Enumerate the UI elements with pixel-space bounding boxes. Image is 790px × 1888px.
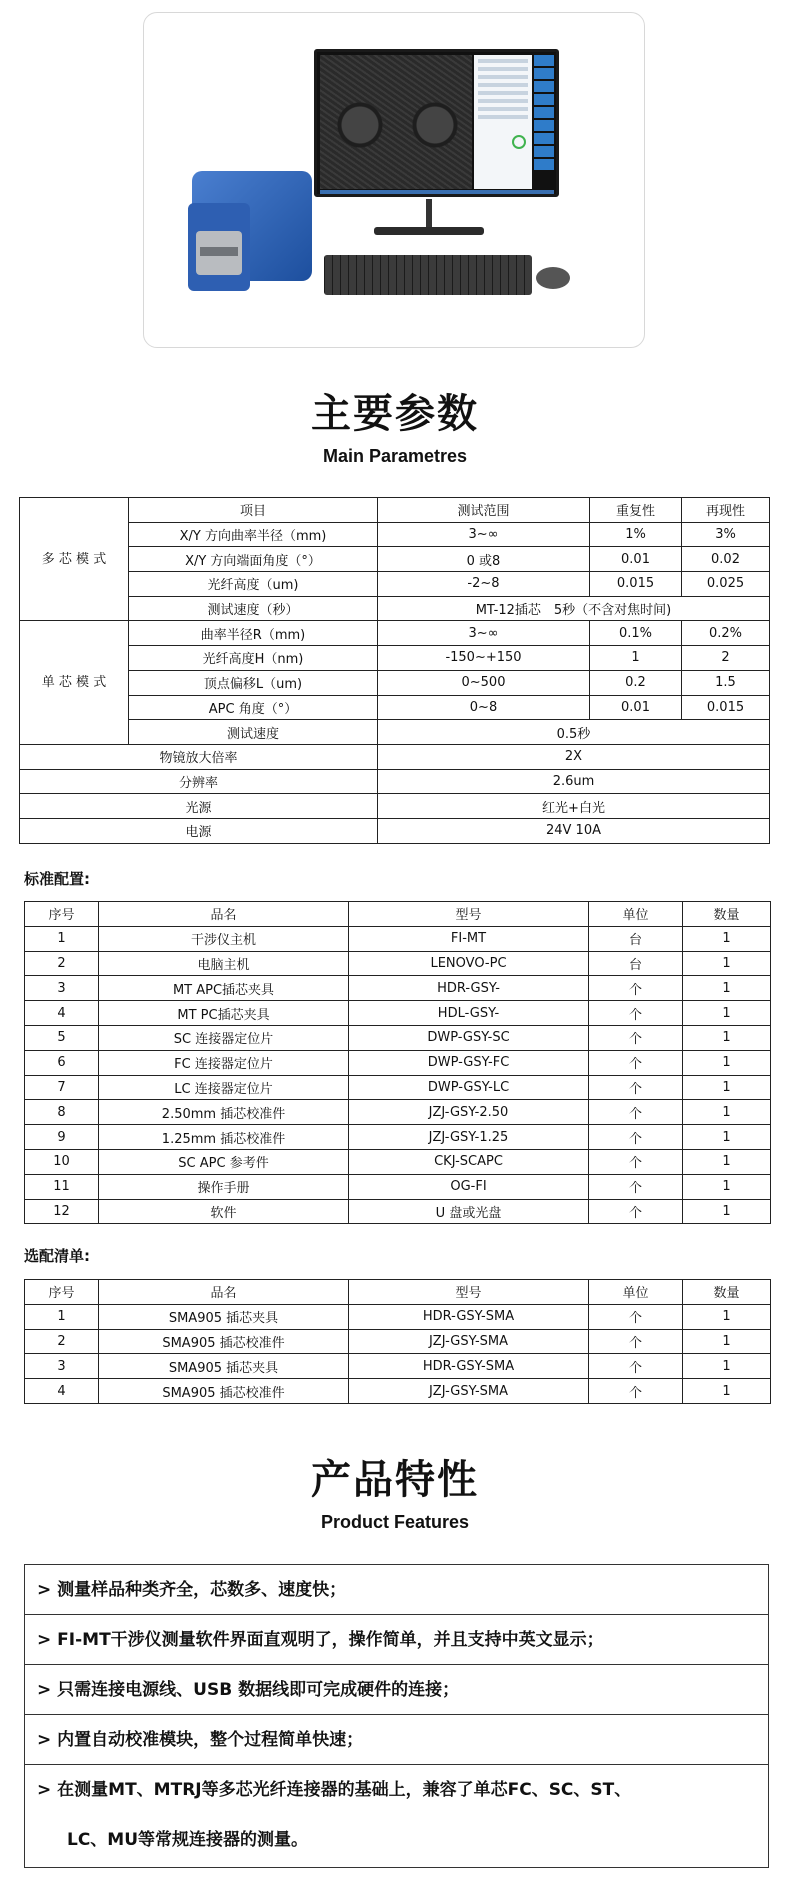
multi-core-group-label: 多 芯 模 式 [20, 498, 129, 621]
table-row: 分辨率 2.6um [20, 769, 770, 794]
cell-name: SC APC 参考件 [99, 1149, 349, 1174]
cell-no: 3 [25, 1354, 99, 1379]
table-row: 测试速度（秒） MT-12插芯 5秒（不含对焦时间) [20, 596, 770, 621]
table-row: 物镜放大倍率 2X [20, 744, 770, 769]
table-row [25, 1174, 771, 1199]
cell-qty: 1 [683, 1174, 771, 1199]
cell-qty: 1 [683, 1050, 771, 1075]
feature-item: > 测量样品种类齐全，芯数多、速度快； [25, 1565, 768, 1615]
cell-model: JZJ-GSY-1.25 [349, 1125, 589, 1150]
cell-qty: 1 [683, 951, 771, 976]
main-params-table [19, 497, 770, 844]
cell-no: 9 [25, 1125, 99, 1150]
cell-unit: 个 [589, 1199, 683, 1224]
table-row [25, 1025, 771, 1050]
product-photo [143, 12, 645, 348]
table-row [25, 1304, 771, 1329]
table-row: X/Y 方向曲率半径（mm) 3~∞ 1% 3% [20, 522, 770, 547]
table-row [25, 1199, 771, 1224]
features-subtitle: Product Features [320, 1512, 470, 1532]
cell-unit: 个 [589, 1100, 683, 1125]
table-row [25, 926, 771, 951]
cell-qty: 1 [683, 1075, 771, 1100]
table-row [25, 1379, 771, 1404]
cell-no: 5 [25, 1025, 99, 1050]
cell-model: U 盘或光盘 [349, 1199, 589, 1224]
cell-name: 操作手册 [99, 1174, 349, 1199]
cell-qty: 1 [683, 1379, 771, 1404]
table-row [25, 1329, 771, 1354]
cell-model: JZJ-GSY-2.50 [349, 1100, 589, 1125]
feature-item: > 只需连接电源线、USB 数据线即可完成硬件的连接； [25, 1665, 768, 1715]
cell-unit: 个 [589, 1354, 683, 1379]
cell-model: LENOVO-PC [349, 951, 589, 976]
cell-no: 3 [25, 976, 99, 1001]
cell-no: 4 [25, 1379, 99, 1404]
cell-unit: 个 [589, 1075, 683, 1100]
standard-config-table [24, 901, 771, 1224]
table-row [25, 976, 771, 1001]
table-row [25, 1125, 771, 1150]
cell-no: 8 [25, 1100, 99, 1125]
cell-qty: 1 [683, 1199, 771, 1224]
cell-unit: 个 [589, 1001, 683, 1026]
cell-name: MT PC插芯夹具 [99, 1001, 349, 1026]
table-row: 光源 红光+白光 [20, 794, 770, 819]
cell-unit: 个 [589, 1050, 683, 1075]
cell-qty: 1 [683, 1025, 771, 1050]
table-header-row [20, 498, 770, 523]
cell-qty: 1 [683, 1100, 771, 1125]
cell-no: 6 [25, 1050, 99, 1075]
monitor-stand [426, 199, 432, 229]
table-row: 顶点偏移L（um) 0~500 0.2 1.5 [20, 670, 770, 695]
cell-name: SMA905 插芯夹具 [99, 1304, 349, 1329]
table-row [25, 1050, 771, 1075]
table-row: X/Y 方向端面角度（°） 0 或8 0.01 0.02 [20, 547, 770, 572]
features-list [24, 1564, 769, 1868]
table-row: APC 角度（°） 0~8 0.01 0.015 [20, 695, 770, 720]
cell-name: MT APC插芯夹具 [99, 976, 349, 1001]
table-row: 光纤高度（um) -2~8 0.015 0.025 [20, 572, 770, 597]
cell-unit: 台 [589, 926, 683, 951]
table-row: 电源 24V 10A [20, 818, 770, 843]
table-row [25, 1354, 771, 1379]
cell-name: LC 连接器定位片 [99, 1075, 349, 1100]
cell-qty: 1 [683, 976, 771, 1001]
cell-qty: 1 [683, 1354, 771, 1379]
mouse [536, 267, 570, 289]
cell-unit: 个 [589, 976, 683, 1001]
header-range: 测试范围 [378, 498, 590, 523]
taskbar [320, 190, 554, 194]
cell-model: JZJ-GSY-SMA [349, 1329, 589, 1354]
cell-name: 电脑主机 [99, 951, 349, 976]
clamp-bar [200, 247, 238, 256]
cell-unit: 个 [589, 1025, 683, 1050]
cell-unit: 台 [589, 951, 683, 976]
cell-name: SMA905 插芯夹具 [99, 1354, 349, 1379]
cell-unit: 个 [589, 1125, 683, 1150]
feature-item: > 内置自动校准模块，整个过程简单快速； [25, 1715, 768, 1765]
cell-unit: 个 [589, 1174, 683, 1199]
standard-config-label: 标准配置: [24, 870, 90, 888]
table-row: 光纤高度H（nm) -150~+150 1 2 [20, 646, 770, 671]
header-repeat: 重复性 [590, 498, 682, 523]
cell-qty: 1 [683, 1149, 771, 1174]
table-header-row: 序号 品名 型号 单位 数量 [25, 1280, 771, 1305]
header-reproduce: 再现性 [682, 498, 770, 523]
cell-qty: 1 [683, 1329, 771, 1354]
cell-name: FC 连接器定位片 [99, 1050, 349, 1075]
cell-name: SMA905 插芯校准件 [99, 1379, 349, 1404]
feature-line: > 在测量MT、MTRJ等多芯光纤连接器的基础上，兼容了单芯FC、SC、ST、 [37, 1780, 632, 1800]
cell-no: 7 [25, 1075, 99, 1100]
cell-model: OG-FI [349, 1174, 589, 1199]
cell-model: FI-MT [349, 926, 589, 951]
feature-item [25, 1765, 768, 1867]
header-item: 项目 [129, 498, 378, 523]
interferogram-image [320, 55, 472, 189]
cell-no: 1 [25, 926, 99, 951]
cell-name: 干涉仪主机 [99, 926, 349, 951]
cell-unit: 个 [589, 1149, 683, 1174]
cell-name: 软件 [99, 1199, 349, 1224]
table-row [25, 1001, 771, 1026]
table-row [25, 1075, 771, 1100]
table-row [25, 951, 771, 976]
cell-no: 1 [25, 1304, 99, 1329]
cell-model: DWP-GSY-LC [349, 1075, 589, 1100]
optional-config-label: 选配清单: [24, 1247, 90, 1265]
table-header-row: 序号 品名 型号 单位 数量 [25, 902, 771, 927]
cell-name: SC 连接器定位片 [99, 1025, 349, 1050]
main-params-title: 主要参数 [311, 391, 479, 437]
cell-no: 4 [25, 1001, 99, 1026]
cell-model: HDR-GSY-SMA [349, 1304, 589, 1329]
features-title: 产品特性 [311, 1457, 479, 1503]
cell-no: 10 [25, 1149, 99, 1174]
cell-model: CKJ-SCAPC [349, 1149, 589, 1174]
main-params-subtitle: Main Parametres [322, 446, 468, 466]
cell-unit: 个 [589, 1329, 683, 1354]
table-row: 单 芯 模 式 曲率半径R（mm) 3~∞ 0.1% 0.2% [20, 621, 770, 646]
cell-qty: 1 [683, 1304, 771, 1329]
cell-model: HDL-GSY- [349, 1001, 589, 1026]
cell-qty: 1 [683, 1001, 771, 1026]
optional-config-table [24, 1279, 771, 1404]
software-buttons [534, 55, 554, 189]
monitor [314, 49, 559, 197]
cell-model: HDR-GSY- [349, 976, 589, 1001]
cell-name: 1.25mm 插芯校准件 [99, 1125, 349, 1150]
single-core-group-label: 单 芯 模 式 [20, 621, 129, 744]
monitor-base [374, 227, 484, 235]
feature-line-continued: LC、MU等常规连接器的测量。 [67, 1830, 309, 1850]
cell-unit: 个 [589, 1379, 683, 1404]
cell-name: 2.50mm 插芯校准件 [99, 1100, 349, 1125]
cell-no: 2 [25, 1329, 99, 1354]
cell-no: 2 [25, 951, 99, 976]
table-row [25, 1100, 771, 1125]
keyboard [324, 255, 532, 295]
cell-model: HDR-GSY-SMA [349, 1354, 589, 1379]
cell-unit: 个 [589, 1304, 683, 1329]
cell-model: JZJ-GSY-SMA [349, 1379, 589, 1404]
table-row [25, 1149, 771, 1174]
feature-item: > FI-MT干涉仪测量软件界面直观明了，操作简单，并且支持中英文显示； [25, 1615, 768, 1665]
software-panel [474, 55, 532, 189]
cell-model: DWP-GSY-SC [349, 1025, 589, 1050]
cell-no: 11 [25, 1174, 99, 1199]
cell-model: DWP-GSY-FC [349, 1050, 589, 1075]
cell-qty: 1 [683, 1125, 771, 1150]
cell-name: SMA905 插芯校准件 [99, 1329, 349, 1354]
table-row: 测试速度 0.5秒 [20, 720, 770, 745]
cell-qty: 1 [683, 926, 771, 951]
cell-no: 12 [25, 1199, 99, 1224]
